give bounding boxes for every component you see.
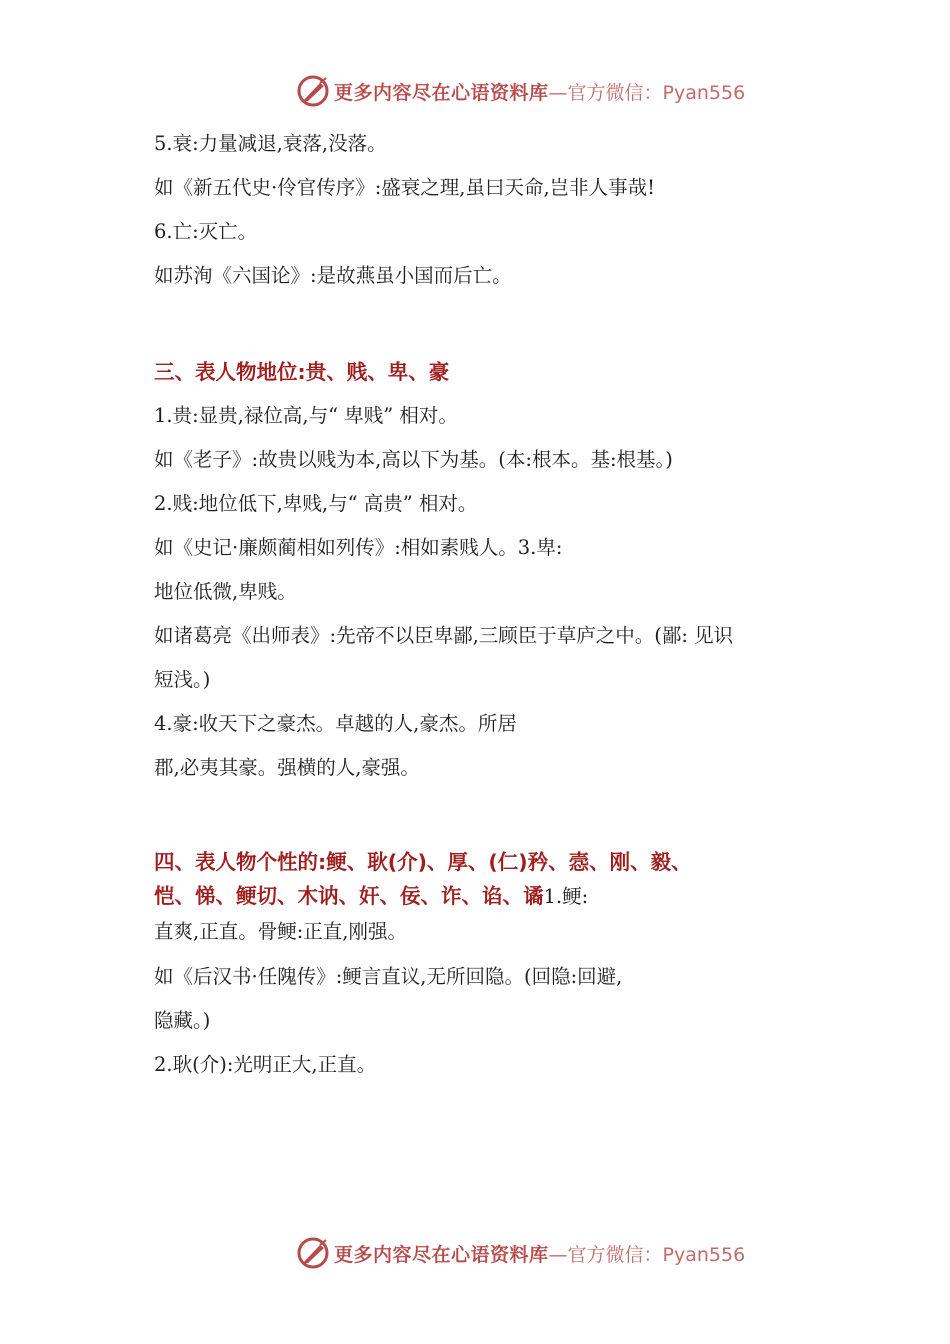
text-line: 1.贵:显贵,禄位高,与“ 卑贱” 相对。 [154,404,458,427]
text-line: 6.亡:灭亡。 [154,220,258,243]
text-line: 如苏洵《六国论》:是故燕虽小国而后亡。 [154,264,512,287]
text-line: 如《老子》:故贵以贱为本,高以下为基。(本:根本。基:根基。) [154,448,673,471]
banner-bold-text: 更多内容尽在心语资料库 [334,1243,549,1266]
text-line: 隐藏。) [154,1009,211,1032]
text-line: 郡,必夷其豪。强横的人,豪强。 [154,756,420,779]
text-line: 如诸葛亮《出师表》:先帝不以臣卑鄙,三顾臣于草庐之中。(鄙: 见识 [154,624,734,647]
header-banner [296,74,745,108]
text-line: 如《后汉书·任隗传》:鲠言直议,无所回隐。(回隐:回避, [154,965,623,988]
text-line: 短浅。) [154,668,211,691]
banner-rest-text: —官方微信：Pyan556 [548,1243,746,1266]
text-line: 如《史记·廉颇蔺相如列传》:相如素贱人。3.卑: [154,536,563,559]
text-line: 2.耿(介):光明正大,正直。 [154,1053,377,1076]
section-heading-tail: 1.鲠: [543,885,589,908]
text-line: 5.衰:力量减退,衰落,没落。 [154,132,387,155]
text-line: 2.贱:地位低下,卑贱,与“ 高贵” 相对。 [154,492,478,515]
text-line: 4.豪:收天下之豪杰。卓越的人,豪杰。所居 [154,712,517,735]
text-line: 直爽,正直。骨鲠:正直,刚强。 [154,920,407,943]
banner-rest-text: —官方微信：Pyan556 [548,81,746,104]
text-line: 如《新五代史·伶官传序》:盛衰之理,虽曰天命,岂非人事哉! [154,176,656,199]
footer-banner [296,1236,745,1270]
section-heading-line2: 恺、悌、鲠切、木讷、奸、佞、诈、谄、谲 [154,884,544,908]
quill-logo-icon [296,1236,330,1270]
quill-logo-icon [296,74,330,108]
section-heading: 四、表人物个性的:鲠、耿(介)、厚、(仁)矜、悫、刚、毅、 [154,850,692,874]
text-line: 地位低微,卑贱。 [154,580,297,603]
section-heading: 三、表人物地位:贵、贱、卑、豪 [154,360,450,384]
banner-bold-text: 更多内容尽在心语资料库 [334,81,549,104]
section-heading [154,886,588,907]
